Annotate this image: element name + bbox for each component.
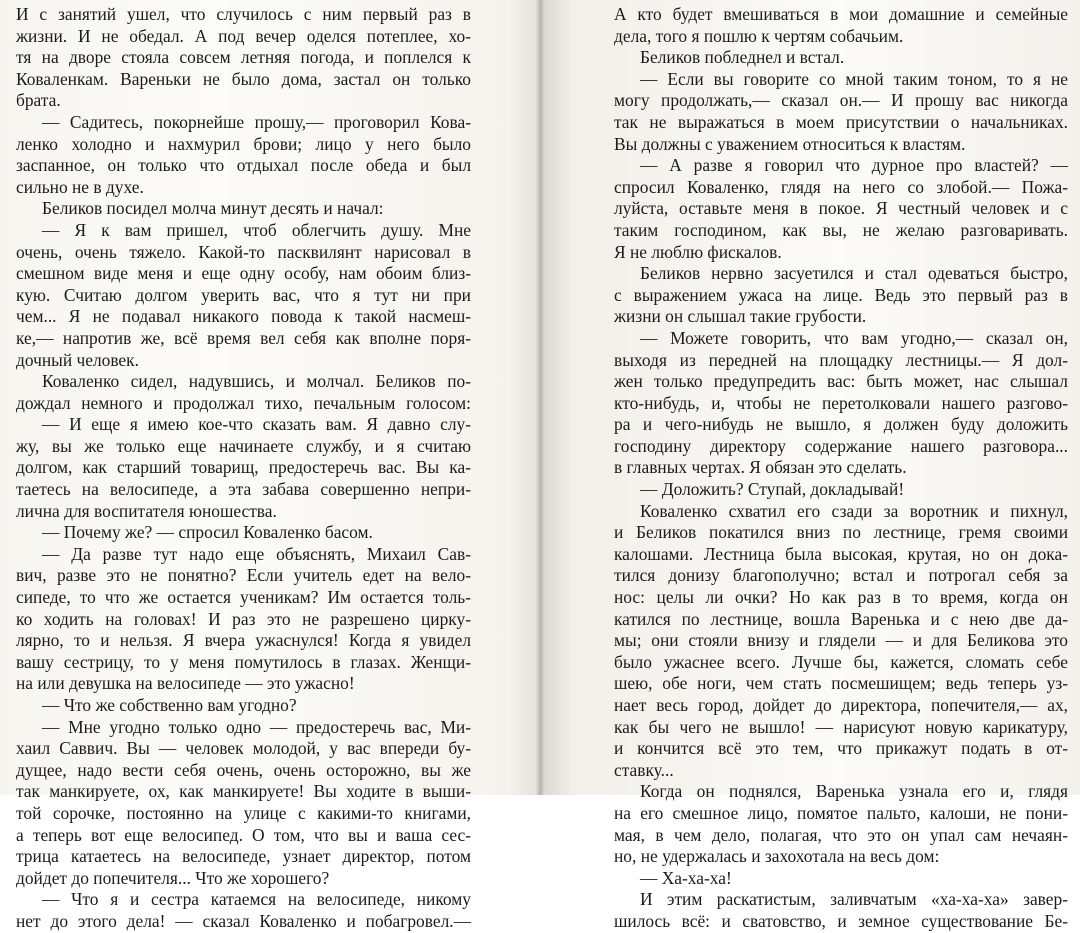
text-line: Беликов побледнел и встал. [640, 47, 845, 68]
text-line: — Можете говорить, что вам угодно,— сказал он, [640, 327, 1068, 348]
text-line: — Почему же? — спросил Коваленко басом. [42, 522, 373, 543]
text-line: той сорочке, постоянно на улице с какими-то книгами, [16, 802, 471, 823]
text-line: Беликов нервно засуетился и стал одеваться быстро, [640, 263, 1068, 284]
text-line: — Садитесь, покорнейше прошу,— проговорил Кова- [42, 111, 471, 132]
text-line: господину директору содержание нашего разговора... [614, 435, 1068, 456]
text-line: и Беликов покатился вниз по лестнице, гремя своими [614, 522, 1068, 543]
text-line: нос: целы ли очки? Но как раз в то время, когда он [614, 587, 1068, 608]
text-line: в главных чертах. Я обязан это сделать. [614, 457, 907, 478]
text-line: ставку... [614, 759, 674, 780]
text-line: жизни. И не обедал. А под вечер оделся потеплее, хо- [16, 25, 471, 46]
text-line: с выражением ужаса на лице. Ведь это первый раз в [614, 284, 1068, 305]
text-line: таетесь на велосипеде, а эта забава совершенно непри- [16, 479, 471, 500]
text-line: жен только предупредить вас: быть может, нас слышал [614, 371, 1068, 392]
text-line: мая, в чем дело, полагая, что это он упал сам нечаян- [614, 824, 1068, 845]
text-line: вашу сестрицу, то у меня помутилось в глазах. Женщи- [16, 651, 471, 672]
text-line: — Что же собственно вам угодно? [42, 695, 297, 715]
text-line: — И еще я имею кое-что сказать вам. Я давно слу- [42, 414, 471, 435]
text-line: смешном виде меня и еще одну особу, нам обоим близ- [16, 263, 471, 284]
text-line: дела, того я пошлю к чертям собачьим. [614, 25, 904, 46]
text-line: нает весь город, дойдет до директора, попечителя,— ах, [614, 695, 1068, 715]
text-line: — Мне угодно только одно — предостеречь вас, Ми- [42, 716, 471, 737]
text-line: Когда он поднялся, Варенька узнала его и, глядя [640, 781, 1068, 802]
text-line: на или девушка на велосипеде — это ужасно! [16, 673, 355, 694]
text-line: калошами. Лестница была высокая, крутая, но он дока- [614, 543, 1068, 564]
right-page-text [614, 4, 1068, 933]
book-gutter [536, 0, 544, 795]
text-line: кто-нибудь, и, чтобы не перетолковали нашего разгово- [614, 392, 1068, 413]
text-line: шилось всё: и сватовство, и земное существование Бе- [614, 910, 1068, 931]
text-line: луйста, оставьте меня в покое. Я честный человек и с [614, 198, 1068, 219]
text-line: шею, обе ноги, чем стать посмешищем; ведь теперь уз- [614, 673, 1068, 694]
text-line: мы; они стояли внизу и глядели — и для Беликова это [614, 630, 1068, 651]
text-line: Коваленко сидел, надувшись, и молчал. Беликов по- [42, 371, 471, 392]
text-line: Вы должны с уважением относиться к властям. [614, 133, 966, 154]
text-line: но, не удержалась и захохотала на весь дом: [614, 846, 940, 867]
text-line: — А разве я говорил что дурное про властей? — [640, 155, 1068, 176]
text-line: так манкируете, ох, как манкируете! Вы ходите в выши- [16, 781, 471, 802]
text-line: а теперь вот еще велосипед. О том, что вы и ваша сес- [16, 824, 471, 845]
text-line: ра и чего-нибудь не вышло, я должен буду доложить [614, 414, 1068, 435]
text-line: долгом, как старший товарищ, предостеречь вас. Вы ка- [16, 457, 471, 478]
text-line: трица катаетесь на велосипеде, узнает директор, потом [16, 846, 471, 867]
text-line: сильно не в духе. [16, 176, 144, 197]
text-line: катился по лестнице, вошла Варенька и с нею две да- [614, 608, 1068, 629]
text-line: спросил Коваленко, глядя на него со злобой.— Пожа- [614, 176, 1068, 197]
text-line: дойдет до попечителя... Что же хорошего? [16, 867, 330, 888]
text-line: сипеде, то что же остается ученикам? Им остается толь- [16, 587, 471, 608]
text-line: И с занятий ушел, что случилось с ним первый раз в [16, 4, 471, 24]
text-line: жу, вы же только еще начинаете службу, и я считаю [16, 435, 471, 456]
right-page [540, 0, 1080, 931]
text-line: — Если вы говорите со мной таким тоном, то я не [640, 68, 1068, 89]
text-line: Коваленкам. Вареньки не было дома, застал он только [16, 68, 471, 89]
text-line: тя на дворе стояла совсем летняя погода, и поплелся к [16, 47, 471, 68]
text-line: — Что я и сестра катаемся на велосипеде, никому [42, 889, 471, 910]
text-line: дущее, надо вести себя очень, очень осторожно, вы же [16, 759, 471, 780]
text-line: заспанное, он только что отдыхал после обеда и был [16, 155, 471, 176]
text-line: И этим раскатистым, заливчатым «ха-ха-ха» завер- [640, 889, 1068, 910]
text-line: дочный человек. [16, 349, 139, 370]
text-line: как бы чего не вышло! — нарисуют новую карикатуру, [614, 716, 1068, 737]
text-line: брата. [16, 90, 61, 111]
text-line: лична для воспитателя юношества. [16, 500, 277, 521]
text-line: очень, очень тяжело. Какой-то пасквилянт нарисовал в [16, 241, 471, 262]
text-line: нет до этого дела! — сказал Коваленко и побагровел.— [16, 910, 471, 931]
text-line: и кончится всё это тем, что прикажут подать в от- [614, 738, 1068, 759]
left-page [0, 0, 540, 931]
text-line: могу продолжать,— сказал он.— И прошу вас никогда [614, 90, 1068, 111]
text-line: дождал немного и продолжал тихо, печальным голосом: [16, 392, 471, 413]
left-page-text [16, 4, 471, 933]
text-line: — Я к вам пришел, чтоб облегчить душу. Мне [42, 219, 471, 240]
text-line: Беликов посидел молча минут десять и начал: [42, 198, 384, 219]
text-line: вич, разве это не понятно? Если учитель едет на вело- [16, 565, 471, 586]
text-line: тился донизу благополучно; встал и потрогал себя за [614, 565, 1068, 586]
text-line: ке,— напротив же, всё время вел себя как вполне поря- [16, 327, 471, 348]
text-line: таким господином, как вы, не желаю разговаривать. [614, 219, 1068, 240]
text-line: — Доложить? Ступай, докладывай! [640, 479, 905, 500]
text-line: ко ходить на головах! И раз это не разрешено цирку- [16, 608, 471, 629]
text-line: Я не люблю фискалов. [614, 241, 782, 262]
text-line: на его смешное лицо, помятое пальто, калоши, не пони- [614, 802, 1068, 823]
text-line: так не выражаться в моем присутствии о начальниках. [614, 111, 1068, 132]
text-line: хаил Саввич. Вы — человек молодой, у вас впереди бу- [16, 738, 471, 759]
text-line: лярно, то и нельзя. Я вчера ужаснулся! Когда я увидел [16, 630, 471, 651]
text-line: кую. Считаю долгом уверить вас, что я тут ни при [16, 284, 471, 305]
text-line: А кто будет вмешиваться в мои домашние и семейные [614, 4, 1068, 24]
text-line: жизни он слышал такие грубости. [614, 306, 867, 327]
text-line: — Ха-ха-ха! [640, 867, 732, 888]
text-line: выходя из передней на площадку лестницы.— Я дол- [614, 349, 1068, 370]
text-line: — Да разве тут надо еще объяснять, Михаил Сав- [42, 543, 471, 564]
text-line: было ужаснее всего. Лучше бы, кажется, сломать себе [614, 651, 1068, 672]
text-line: ленко холодно и нахмурил брови; лицо у него было [16, 133, 471, 154]
text-line: Коваленко схватил его сзади за воротник и пихнул, [640, 500, 1068, 521]
text-line: чем... Я не подавал никакого повода к такой насмеш- [16, 306, 471, 327]
